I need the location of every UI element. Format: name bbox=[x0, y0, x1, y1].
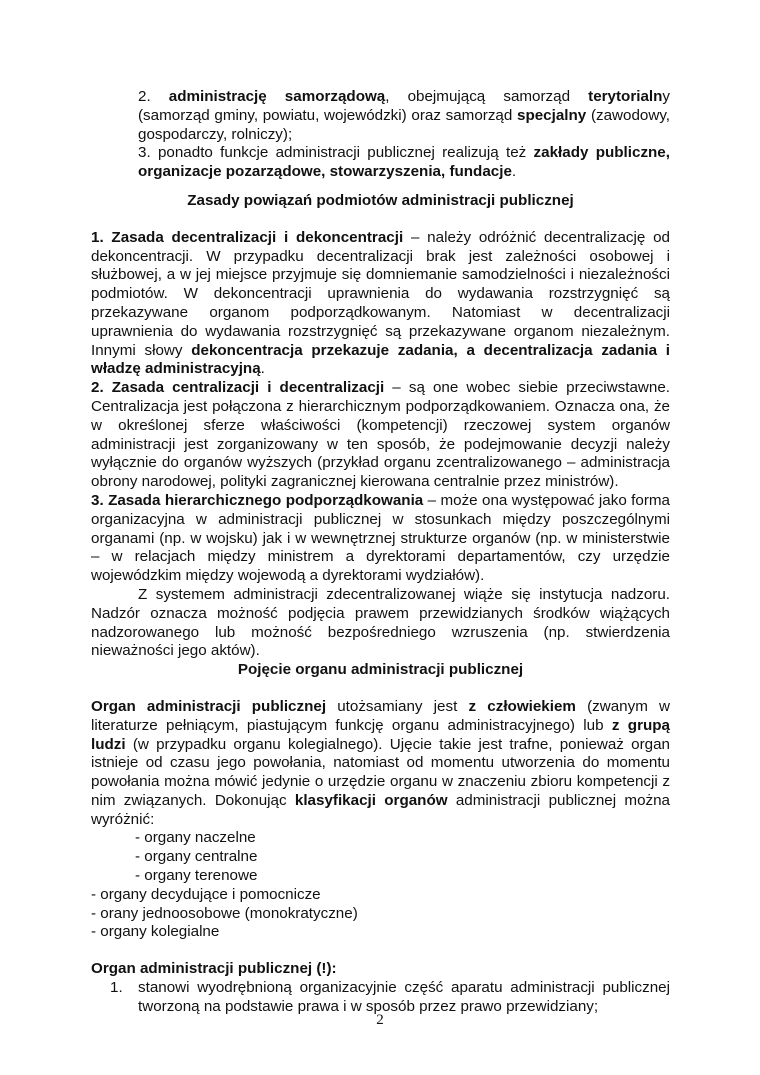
paragraph: 2. administrację samorządową, obejmującą samorząd terytorialny (samorząd gminy, powiatu, wojewódzki) oraz samorząd specjalny (zawodowy, gospodarczy, rolniczy); bbox=[138, 88, 671, 143]
paragraph: Organ administracji publicznej utożsamiany jest z człowiekiem (zwanym w literaturze pełniącym, piastującym funkcję organu administracyjnego) lub z grupą ludzi (w przypadku organu kolegialnego). Ujęcie takie jest trafne, ponieważ organ istnieje od czasu jego powołania, natomiast od momentu utworzenia do momentu powołania można mówić jedynie o urzędzie organu w znaczeniu zbioru kompetencji z nim związanych. Dokonując klasyfikacji organów administracji publicznej można wyróżnić: bbox=[91, 697, 671, 828]
list-item: - organy centralne bbox=[135, 848, 258, 866]
paragraph: 1. Zasada decentralizacji i dekoncentracji – należy odróżnić decentralizację od dekoncentracji. W przypadku decentralizacji brak jest zależności osobowej i służbowej, a w jej miejsce przyjmuje się domniemanie samodzielności i niezależności podmiotów. W dekoncentracji uprawnienia do wydawania rozstrzygnięć są przekazywane organom podporządkowanym. Natomiast w decentralizacji uprawnienia do wydawania rozstrzygnięć są przekazywane organom niezależnym. Innymi słowy dekoncentracja przekazuje zadania, a decentralizacja zadania i władzę administracyjną. bbox=[91, 228, 670, 378]
list-item: - organy naczelne bbox=[135, 829, 256, 847]
section-heading: Pojęcie organu administracji publicznej bbox=[237, 661, 524, 679]
section-heading: Zasady powiązań podmiotów administracji publicznej bbox=[187, 191, 574, 209]
paragraph: 2. Zasada centralizacji i decentralizacji – są one wobec siebie przeciwstawne. Centralizacja jest połączona z hierarchicznym podporządkowaniem. Oznacza ona, że w określonej sferze właściwości (kompetencji) rzeczowej system organów administracji jest zorganizowany w ten sposób, że podejmowanie decyzji należy wyłącznie do organów wyższych (przykład organu zcentralizowanego – administracja obrony narodowej, polityki zagranicznej kierowana centralnie przez ministrów). bbox=[91, 379, 670, 491]
list-item: - organy kolegialne bbox=[91, 923, 220, 941]
page-body bbox=[91, 88, 670, 1017]
paragraph: 3. ponadto funkcje administracji publicznej realizują też zakłady publiczne, organizacje pozarządowe, stowarzyszenia, fundacje. bbox=[138, 144, 670, 181]
list-item: - organy decydujące i pomocnicze bbox=[91, 885, 321, 903]
subheading: Organ administracji publicznej (!): bbox=[91, 960, 337, 978]
paragraph: 3. Zasada hierarchicznego podporządkowania – może ona występować jako forma organizacyjna w administracji publicznej w stosunkach między poszczególnymi organami (np. w wojsku) jak i w wewnętrznej strukturze organów (np. w ministerstwie – w relacjach między ministrem a dyrektorami departamentów, czy urzędzie wojewódzkim między wojewodą a dyrektorami wydziałów). bbox=[91, 491, 670, 585]
list-item: - organy terenowe bbox=[135, 867, 258, 885]
paragraph: Z systemem administracji zdecentralizowanej wiąże się instytucja nadzoru. Nadzór oznacza możność podjęcia prawem przewidzianych środków wiążących nadzorowanego lub możność bezpośredniego wzruszenia (np. stwierdzenia nieważności jego aktów). bbox=[91, 585, 670, 660]
list-item: - orany jednoosobowe (monokratyczne) bbox=[91, 904, 358, 922]
page-number: 2 bbox=[376, 1012, 384, 1028]
numbered-item: 1. stanowi wyodrębnioną organizacyjnie część aparatu administracji publicznej tworzoną na podstawie prawa i w sposób przez prawo przewidziany; bbox=[110, 979, 670, 1015]
